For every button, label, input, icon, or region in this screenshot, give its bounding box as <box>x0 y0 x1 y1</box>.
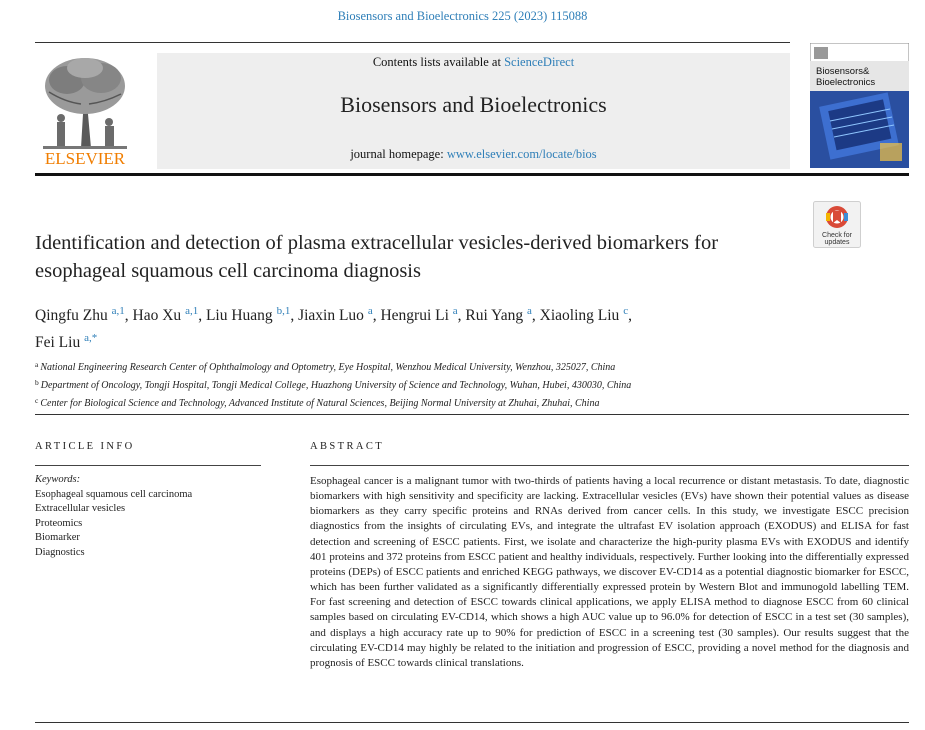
author-name: Jiaxin Luo <box>298 307 364 324</box>
journal-citation[interactable]: Biosensors and Bioelectronics 225 (2023) 115088 <box>337 9 588 23</box>
crossmark-icon <box>813 201 861 248</box>
author-separator: , <box>198 307 206 324</box>
author[interactable] <box>540 307 632 324</box>
author-separator: , <box>124 307 133 324</box>
section-rule <box>35 414 909 415</box>
abstract-text: Esophageal cancer is a malignant tumor with two-thirds of patients having a local recurrence or distant metastasis. To date, diagnostic biomarkers with high sensitivity and specificity are lacking. Extracellular vesicles (EVs) have shown their potential values as disease biomarkers as they carry specific proteins and RNAs derived from cancer cells. In this study, we investigate ESCC precision diagnostics from the insights of circulating EVs, and integrate the ultrafast EV isolation approach (EXODUS) and ELISA for fast detection and screening of ESCC patients. First, we isolate and characterize the high-purity plasma EVs with EXODUS and identify 401 proteins and 372 proteins from ESCC patient and healthy individuals, respectively. Further looking into the differentially expressed proteins (DEPs) of ESCC patients and enriched KEGG pathways, we discover EV-CD14 as a potential diagnostic biomarker for ESCC, which has been further validated as a significantly differentially expressed protein by Western Blot and immunogold labelling TEM. For fast screening and detection of ESCC towards clinical applications, we apply ELISA method to diagnose ESCC from 60 clinical samples based on circulating EV-CD14, which shows a high AUC value up to 96.0% for detection of ESCC in a test set (30 samples), and displays a high accuracy rate up to 90% for prediction of ESCC in a screening test (30 samples). Our results suggest that the circulating EV-CD14 may highly be related to the initiation and progression of ESCC, providing a novel method for the diagnosis and prognosis of ESCC towards clinical translations. <box>310 475 909 669</box>
author[interactable] <box>380 307 465 324</box>
journal-cover[interactable] <box>810 43 909 168</box>
publisher-wordmark: ELSEVIER <box>44 149 126 167</box>
author-name: Hao Xu <box>132 307 182 324</box>
affiliation <box>35 375 905 393</box>
keyword: Biomarker <box>35 532 80 543</box>
author-name: Liu Huang <box>205 307 273 324</box>
author-name: Qingfu Zhu <box>35 307 108 324</box>
bottom-rule <box>35 722 909 723</box>
contents-available <box>157 55 790 70</box>
sciencedirect-link[interactable]: ScienceDirect <box>504 55 575 69</box>
author-affiliation-mark[interactable]: c <box>623 305 629 317</box>
affiliation-mark: c <box>35 396 39 405</box>
keyword: Extracellular vesicles <box>35 503 126 514</box>
author-name: Fei Liu <box>35 334 81 351</box>
homepage-prefix: journal homepage: <box>350 147 447 161</box>
keyword-list <box>35 488 265 561</box>
author-affiliation-mark[interactable]: a,* <box>84 332 98 344</box>
article-info-heading: ARTICLE INFO <box>35 441 135 452</box>
abstract-rule <box>310 465 909 466</box>
crossmark-line1: Check for <box>822 232 852 239</box>
author[interactable] <box>133 307 206 324</box>
article-title: Identification and detection of plasma extracellular vesicles-derived biomarkers for esophageal squamous cell carcinoma diagnosis <box>35 232 719 282</box>
affiliation-text: Department of Oncology, Tongji Hospital, Tongji Medical College, Huazhong University of Science and Technology, Wuhan, Hubei, 430030, China <box>40 380 632 391</box>
homepage-link[interactable]: www.elsevier.com/locate/bios <box>446 147 597 161</box>
affiliation <box>35 357 905 375</box>
author-separator: , <box>457 307 466 324</box>
author-affiliation-mark[interactable]: a <box>452 305 458 317</box>
article-info-rule <box>35 465 261 466</box>
affiliation-mark: b <box>35 378 39 387</box>
affiliation-mark: a <box>35 360 39 369</box>
contents-prefix: Contents lists available at <box>372 55 505 69</box>
keyword: Proteomics <box>35 517 83 529</box>
author[interactable] <box>298 307 380 324</box>
author-separator: , <box>290 307 299 324</box>
author-name: Rui Yang <box>465 307 524 324</box>
header-bottom-rule <box>35 173 909 176</box>
check-for-updates-button[interactable] <box>813 201 861 248</box>
affiliation-text: National Engineering Research Center of Ophthalmology and Optometry, Eye Hospital, Wenzhou Medical University, Wenzhou, 325027, China <box>40 362 616 373</box>
author[interactable] <box>35 307 133 324</box>
author-affiliation-mark[interactable]: a,1 <box>111 305 125 317</box>
affiliation-list <box>35 357 905 411</box>
keyword: Diagnostics <box>35 546 85 558</box>
author-separator: , <box>628 307 632 324</box>
elsevier-tree-icon <box>35 52 135 167</box>
affiliation-text: Center for Biological Science and Technology, Advanced Institute of Natural Sciences, Beijing Normal University at Zhuhai, Zhuhai, China <box>40 398 600 409</box>
journal-cover-image <box>810 43 909 168</box>
journal-homepage <box>157 147 790 162</box>
keywords-block <box>35 473 265 560</box>
author[interactable] <box>35 334 97 351</box>
journal-name: Biosensors and Bioelectronics <box>340 92 607 117</box>
keywords-label: Keywords: <box>35 474 81 485</box>
cover-title-line2: Bioelectronics <box>816 77 876 88</box>
author[interactable] <box>206 307 298 324</box>
author-name: Hengrui Li <box>380 307 449 324</box>
author-separator: , <box>372 307 381 324</box>
affiliation <box>35 393 905 411</box>
keyword: Esophageal squamous cell carcinoma <box>35 488 193 500</box>
elsevier-logo[interactable] <box>35 52 135 167</box>
author[interactable] <box>465 307 539 324</box>
abstract-heading: ABSTRACT <box>310 441 385 452</box>
header-top-rule <box>35 42 790 43</box>
author-affiliation-mark[interactable]: a,1 <box>185 305 199 317</box>
author-affiliation-mark[interactable]: a <box>367 305 373 317</box>
crossmark-line2: updates <box>824 239 850 246</box>
cover-title-line1: Biosensors& <box>816 66 870 77</box>
author-separator: , <box>531 307 540 324</box>
author-name: Xiaoling Liu <box>539 307 620 324</box>
author-affiliation-mark[interactable]: a <box>527 305 532 317</box>
author-affiliation-mark[interactable]: b,1 <box>276 305 291 317</box>
author-list <box>35 300 805 354</box>
